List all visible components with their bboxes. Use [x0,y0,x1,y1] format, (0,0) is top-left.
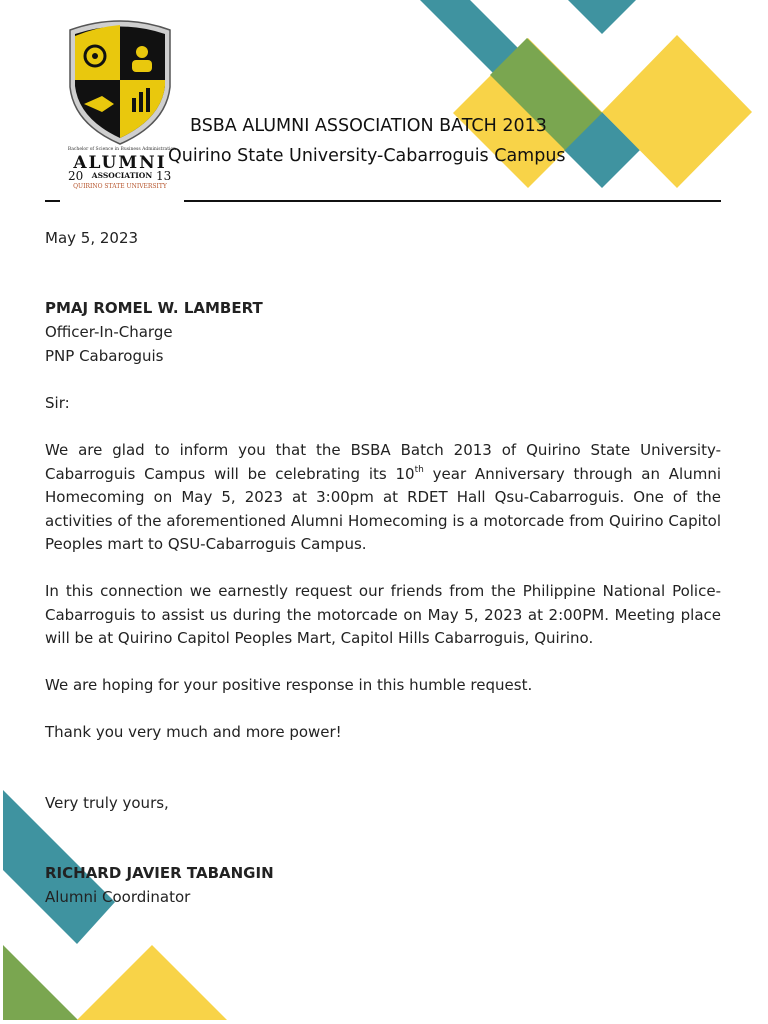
letterhead-subtitle: Quirino State University-Cabarroguis Campus [168,146,566,166]
yellow-triangle-bottom [77,945,227,1020]
paragraph-4: Thank you very much and more power! [45,723,342,741]
logo-line1: Bachelor of Science in Business Administration [67,147,177,152]
logo-year-left: 20 [68,169,84,183]
recipient-name: PMAJ ROMEL W. LAMBERT [45,299,263,317]
paragraph-2: In this connection we earnestly request our friends from the Philippine National Police-Cabarroguis to assist us during the motorcade on May 5, 2023 at 2:00PM. Meeting place will be at Quirino Capitol Peoples Mart, Capitol Hills Cabarroguis, Quirino. [45,582,721,647]
logo-university: QUIRINO STATE UNIVERSITY [73,183,167,190]
letter-date: May 5, 2023 [45,229,139,247]
paragraph-3: We are hoping for your positive response in this humble request. [45,676,533,694]
logo-association: ASSOCIATION [91,171,153,180]
ordinal-suffix: th [414,464,424,475]
alumni-logo [62,12,182,192]
paragraph-1-part-a: We are glad to inform you that the BSBA Batch 2013 of Quirino State University-Cabarroguis Campus will be celebrating its 10 [45,441,721,483]
people-icon [136,46,148,58]
salutation: Sir: [45,394,70,412]
green-triangle-bottom [3,945,78,1020]
signer-title: Alumni Coordinator [45,888,191,906]
teal-triangle-top [568,0,636,34]
signer-name: RICHARD JAVIER TABANGIN [45,864,274,882]
alumni-shield-logo [62,12,182,192]
recipient-org: PNP Cabaroguis [45,347,164,365]
letterhead-title: BSBA ALUMNI ASSOCIATION BATCH 2013 [190,116,547,136]
logo-word: ALUMNI [73,153,167,173]
recipient-title: Officer-In-Charge [45,323,173,341]
header-rule-right [184,200,721,202]
paragraph-1-part-b: year Anniversary through an Alumni Homecoming on May 5, 2023 at 3:00pm at RDET Hall Qsu-Cabarroguis. One of the activities of the aforementioned Alumni Homecoming is a motorcade from Quirino Capitol Peoples mart to QSU-Cabarroguis Campus. [45,464,721,553]
closing: Very truly yours, [45,794,169,812]
paragraph-1 [45,439,721,557]
header-rule-left [45,200,60,202]
chart-icon [132,98,136,112]
logo-year-right: 13 [156,169,172,183]
